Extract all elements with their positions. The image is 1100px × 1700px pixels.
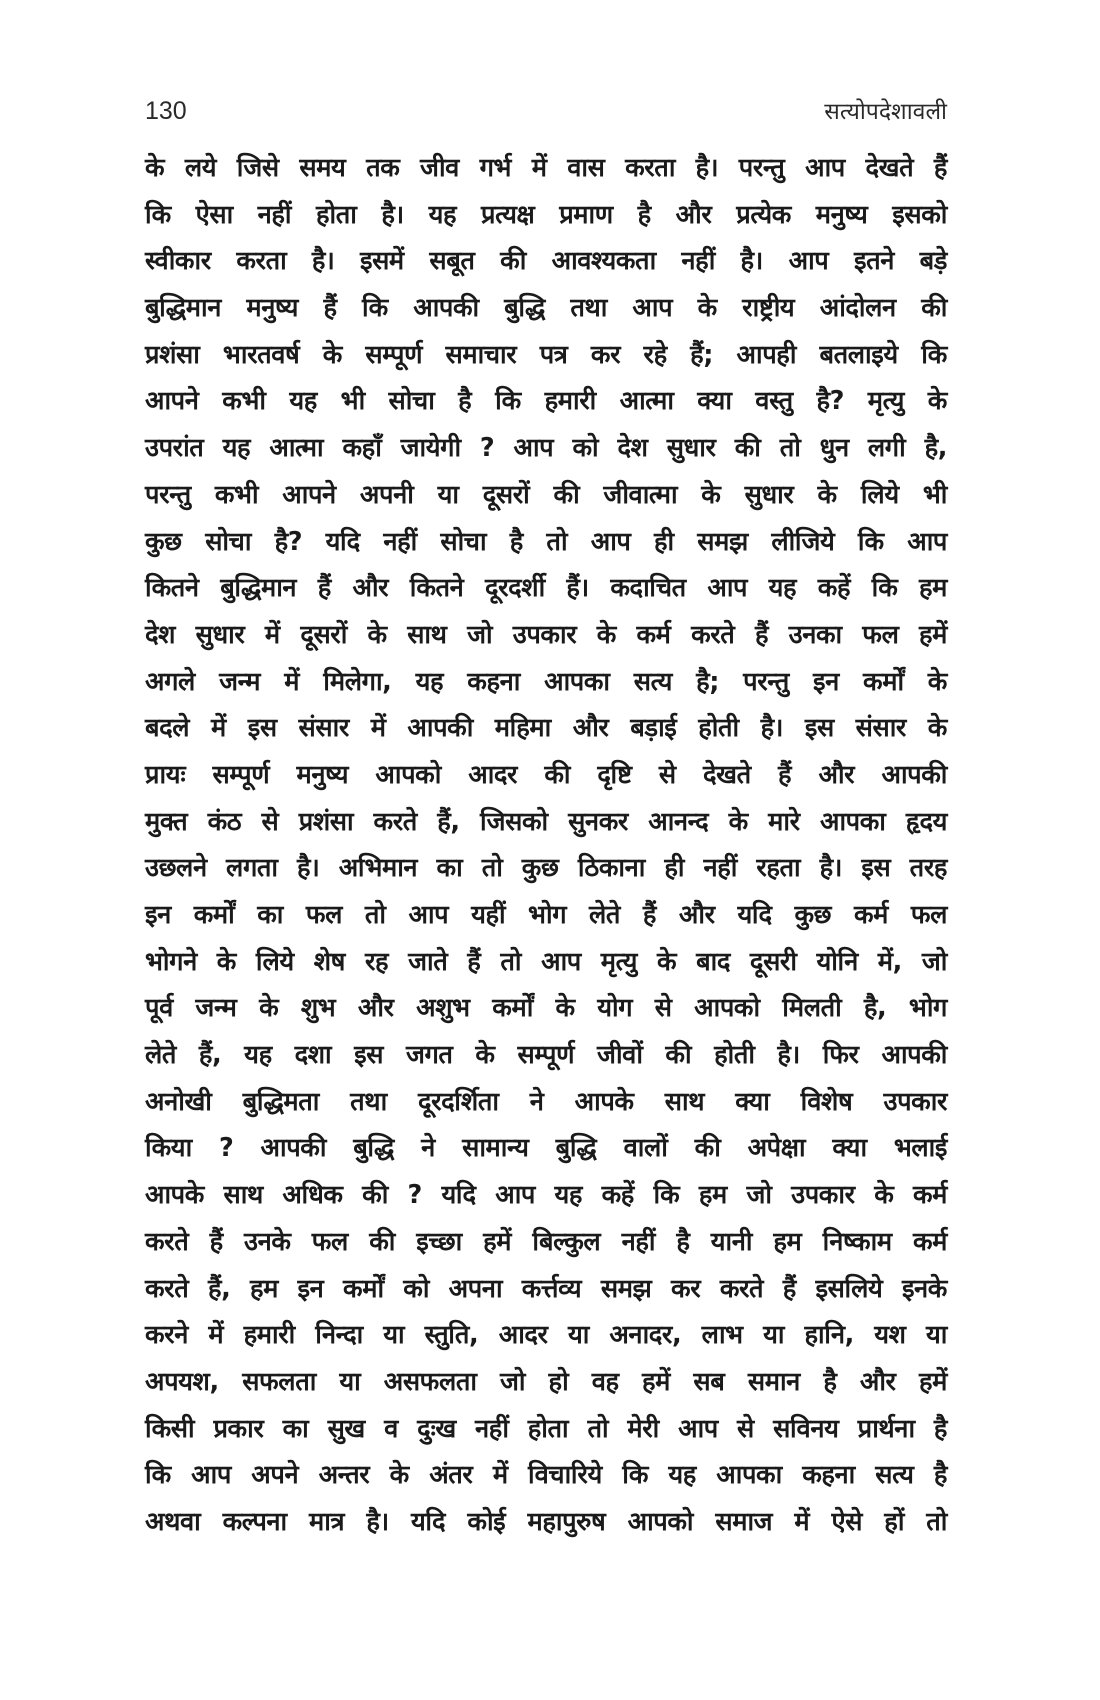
- text-line: अगले जन्म में मिलेगा, यह कहना आपका सत्य है; परन्तु इन कर्मों के: [145, 666, 947, 697]
- text-line: अथवा कल्पना मात्र है। यदि कोई महापुरुष आपको समाज में ऐसे हों तो: [145, 1506, 947, 1537]
- text-line: प्रायः सम्पूर्ण मनुष्य आपको आदर की दृष्टि से देखते हैं और आपकी: [145, 759, 947, 790]
- text-line: बदले में इस संसार में आपकी महिमा और बड़ाई होती है। इस संसार के: [145, 713, 947, 744]
- text-line: करते हैं, हम इन कर्मों को अपना कर्त्तव्य समझ कर करते हैं इसलिये इनके: [145, 1273, 947, 1304]
- text-line: परन्तु कभी आपने अपनी या दूसरों की जीवात्मा के सुधार के लिये भी: [145, 479, 947, 510]
- text-line: लेते हैं, यह दशा इस जगत के सम्पूर्ण जीवों की होती है। फिर आपकी: [145, 1040, 947, 1071]
- text-line: देश सुधार में दूसरों के साथ जो उपकार के कर्म करते हैं उनका फल हमें: [145, 619, 947, 650]
- text-line: बुद्धिमान मनुष्य हैं कि आपकी बुद्धि तथा आप के राष्ट्रीय आंदोलन की: [145, 293, 947, 324]
- text-line: करते हैं उनके फल की इच्छा हमें बिल्कुल नहीं है यानी हम निष्काम कर्म: [145, 1226, 947, 1257]
- text-line: मुक्त कंठ से प्रशंसा करते हैं, जिसको सुनकर आनन्द के मारे आपका हृदय: [145, 806, 947, 837]
- text-line: कि आप अपने अन्तर के अंतर में विचारिये कि यह आपका कहना सत्य है: [145, 1460, 947, 1491]
- text-line: अनोखी बुद्धिमता तथा दूरदर्शिता ने आपके साथ क्या विशेष उपकार: [145, 1086, 947, 1117]
- text-line: करने में हमारी निन्दा या स्तुति, आदर या अनादर, लाभ या हानि, यश या: [145, 1320, 947, 1351]
- text-line: किसी प्रकार का सुख व दुःख नहीं होता तो मेरी आप से सविनय प्रार्थना है: [145, 1413, 947, 1444]
- text-line: उपरांत यह आत्मा कहाँ जायेगी ? आप को देश सुधार की तो धुन लगी है,: [145, 433, 947, 464]
- text-line: किया ? आपकी बुद्धि ने सामान्य बुद्धि वालों की अपेक्षा क्या भलाई: [145, 1133, 947, 1164]
- text-line: आपके साथ अधिक की ? यदि आप यह कहें कि हम जो उपकार के कर्म: [145, 1180, 947, 1211]
- text-line: इन कर्मों का फल तो आप यहीं भोग लेते हैं और यदि कुछ कर्म फल: [145, 900, 947, 930]
- text-line: प्रशंसा भारतवर्ष के सम्पूर्ण समाचार पत्र कर रहे हैं; आपही बतलाइये कि: [145, 339, 947, 370]
- text-line: पूर्व जन्म के शुभ और अशुभ कर्मों के योग से आपको मिलती है, भोग: [145, 993, 947, 1024]
- text-line: कुछ सोचा है? यदि नहीं सोचा है तो आप ही समझ लीजिये कि आप: [145, 526, 947, 557]
- text-line: भोगने के लिये शेष रह जाते हैं तो आप मृत्यु के बाद दूसरी योनि में, जो: [145, 946, 947, 977]
- text-line: कि ऐसा नहीं होता है। यह प्रत्यक्ष प्रमाण है और प्रत्येक मनुष्य इसको: [145, 199, 947, 230]
- text-line: कितने बुद्धिमान हैं और कितने दूरदर्शी हैं। कदाचित आप यह कहें कि हम: [145, 573, 947, 604]
- page-number: 130: [145, 97, 187, 125]
- text-line: अपयश, सफलता या असफलता जो हो वह हमें सब समान है और हमें: [145, 1366, 947, 1397]
- text-line: स्वीकार करता है। इसमें सबूत की आवश्यकता नहीं है। आप इतने बड़े: [145, 246, 947, 277]
- body-text: [145, 145, 947, 1546]
- text-line: के लये जिसे समय तक जीव गर्भ में वास करता है। परन्तु आप देखते हैं: [145, 153, 947, 183]
- text-line: उछलने लगता है। अभिमान का तो कुछ ठिकाना ही नहीं रहता है। इस तरह: [145, 853, 947, 884]
- page-header: [145, 94, 947, 134]
- text-line: आपने कभी यह भी सोचा है कि हमारी आत्मा क्या वस्तु है? मृत्यु के: [145, 386, 947, 417]
- running-title: सत्योपदेशावली: [824, 99, 947, 125]
